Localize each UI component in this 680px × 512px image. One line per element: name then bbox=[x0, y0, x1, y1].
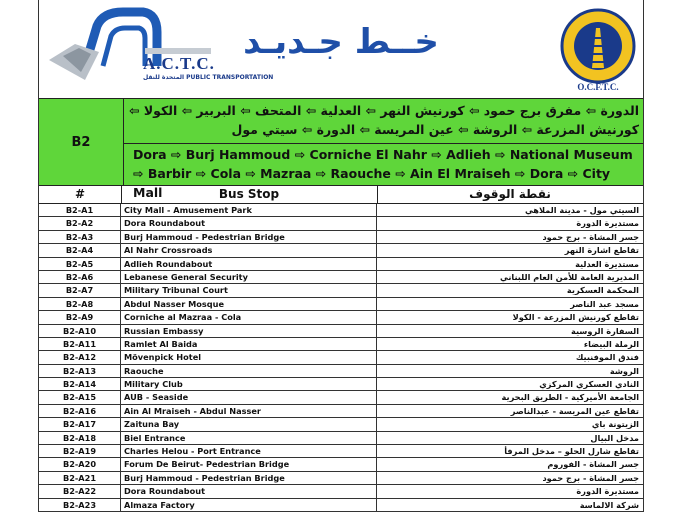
stop-name-en: Adlieh Roundabout bbox=[121, 258, 377, 270]
table-row bbox=[39, 499, 643, 512]
stop-table bbox=[39, 204, 643, 512]
actc-name: A.C.T.C. bbox=[143, 54, 215, 73]
stop-name-en: Burj Hammoud - Pedestrian Bridge bbox=[121, 231, 377, 243]
stop-id: B2-A5 bbox=[39, 258, 121, 270]
table-row bbox=[39, 458, 643, 471]
stop-name-en: Military Club bbox=[121, 378, 377, 390]
stop-id: B2-A23 bbox=[39, 499, 121, 511]
stop-id: B2-A18 bbox=[39, 432, 121, 444]
stop-name-en: Raouche bbox=[121, 365, 377, 377]
stop-id: B2-A10 bbox=[39, 325, 121, 337]
table-row bbox=[39, 445, 643, 458]
table-row bbox=[39, 298, 643, 311]
stop-name-ar: مدخل البيال bbox=[590, 432, 639, 443]
stop-name-ar: المحكمة العسكرية bbox=[566, 285, 639, 296]
stop-name-ar: الزيتونة باي bbox=[591, 419, 639, 430]
stop-name-ar: السيتي مول - مدينة الملاهي bbox=[524, 205, 639, 215]
table-row bbox=[39, 432, 643, 445]
table-row bbox=[39, 284, 643, 297]
actc-subtitle: المتحدة للنقل PUBLIC TRANSPORTATION bbox=[143, 74, 274, 81]
stop-name-ar: السفارة الروسية bbox=[571, 325, 639, 336]
stop-name-ar: مسجد عبد الناصر bbox=[570, 298, 639, 309]
stop-name-ar: المديرية العامة للأمن العام اللبناني bbox=[500, 271, 639, 282]
stop-id: B2-A9 bbox=[39, 311, 121, 323]
stop-name-en: Corniche al Mazraa - Cola bbox=[121, 311, 377, 323]
stop-name-ar: تقاطع كورنيش المزرعة - الكولا bbox=[512, 312, 639, 323]
stop-id: B2-A19 bbox=[39, 445, 121, 457]
stop-name-ar: فندق الموفنبيك bbox=[575, 352, 639, 363]
table-row bbox=[39, 258, 643, 271]
stop-id: B2-A12 bbox=[39, 351, 121, 363]
stop-name-ar: مستديرة العدلية bbox=[575, 258, 639, 269]
column-header-arabic: نقطة الوقوف bbox=[469, 187, 551, 201]
table-row bbox=[39, 325, 643, 338]
table-header bbox=[39, 186, 643, 204]
stop-id: B2-A4 bbox=[39, 244, 121, 256]
stop-id: B2-A17 bbox=[39, 418, 121, 430]
stop-name-ar: تقاطع اشارة النهر bbox=[564, 245, 639, 256]
table-row bbox=[39, 405, 643, 418]
stop-id: B2-A14 bbox=[39, 378, 121, 390]
stop-id: B2-A13 bbox=[39, 365, 121, 377]
stop-id: B2-A8 bbox=[39, 298, 121, 310]
stop-name-ar: مستديرة الدورة bbox=[576, 486, 639, 497]
stop-id: B2-A20 bbox=[39, 458, 121, 470]
stop-name-ar: شركة الالماسة bbox=[579, 499, 639, 510]
stop-id: B2-A15 bbox=[39, 391, 121, 403]
stop-name-ar: جسر المشاة - برج حمود bbox=[542, 231, 639, 242]
table-row bbox=[39, 351, 643, 364]
route-divider bbox=[123, 143, 643, 144]
table-row bbox=[39, 231, 643, 244]
stop-id: B2-A2 bbox=[39, 217, 121, 229]
stop-name-ar: مستديرة الدورة bbox=[576, 218, 639, 229]
stop-id: B2-A6 bbox=[39, 271, 121, 283]
stop-name-ar: الروشة bbox=[609, 365, 639, 376]
stop-id: B2-A3 bbox=[39, 231, 121, 243]
table-row bbox=[39, 271, 643, 284]
stop-name-en: Russian Embassy bbox=[121, 325, 377, 337]
stop-name-en: Ain Al Mraiseh - Abdul Nasser bbox=[121, 405, 377, 417]
stop-name-ar: تقاطع شارل الحلو – مدخل المرفأ bbox=[504, 446, 639, 457]
stop-id: B2-A7 bbox=[39, 284, 121, 296]
stop-name-en: Dora Roundabout bbox=[121, 217, 377, 229]
stop-name-ar: تقاطع عين المريسة - عبدالناصر bbox=[510, 405, 639, 416]
stop-id: B2-A16 bbox=[39, 405, 121, 417]
header bbox=[39, 0, 643, 98]
stop-name-en: Military Tribunal Court bbox=[121, 284, 377, 296]
stop-name-en: Biel Entrance bbox=[121, 432, 377, 444]
timetable-sheet bbox=[38, 0, 644, 512]
stop-name-en: Lebanese General Security bbox=[121, 271, 377, 283]
stop-name-en: Ramlet Al Baida bbox=[121, 338, 377, 350]
stop-name-en: Zaituna Bay bbox=[121, 418, 377, 430]
stop-id: B2-A1 bbox=[39, 204, 121, 216]
table-row bbox=[39, 391, 643, 404]
table-row bbox=[39, 472, 643, 485]
stop-name-ar: الجامعة الأميركية - الطريق البحرية bbox=[501, 392, 639, 403]
stop-name-ar: النادي العسكري المركزي bbox=[539, 379, 639, 390]
route-english: Dora ⇨ Burj Hammoud ⇨ Corniche El Nahr ⇨ Adlieh ⇨ National Museum ⇨ Barbir ⇨ Cola ⇨ Mazraa ⇨ Raouche ⇨ Ain El Mraiseh ⇨ Dora ⇨ City Mall bbox=[133, 147, 633, 200]
table-row bbox=[39, 485, 643, 498]
svg-text:O.C.F.T.C.: O.C.F.T.C. bbox=[577, 82, 619, 92]
table-row bbox=[39, 244, 643, 257]
table-row bbox=[39, 204, 643, 217]
route-id: B2 bbox=[39, 99, 124, 185]
stop-name-en: Mövenpick Hotel bbox=[121, 351, 377, 363]
table-row bbox=[39, 378, 643, 391]
stop-name-en: Forum De Beirut- Pedestrian Bridge bbox=[121, 458, 377, 470]
column-header-number: # bbox=[39, 186, 122, 203]
route-arabic: الدورة ⇦ مفرق برج حمود ⇦ كورنيش النهر ⇦ العدلية ⇦ المتحف ⇦ البربير ⇦ الكولا ⇦ كورنيش المزرعة ⇦ الروشة ⇦ عين المريسة ⇦ الدورة ⇦ سيتي مول bbox=[129, 103, 639, 137]
page-title: خــط جـديـد bbox=[243, 22, 439, 62]
stop-name-en: City Mall - Amusement Park bbox=[121, 204, 377, 216]
stop-name-en: Dora Roundabout bbox=[121, 485, 377, 497]
table-row bbox=[39, 311, 643, 324]
stop-name-en: Al Nahr Crossroads bbox=[121, 244, 377, 256]
stop-name-en: Charles Helou - Port Entrance bbox=[121, 445, 377, 457]
stop-id: B2-A21 bbox=[39, 472, 121, 484]
stop-name-en: Almaza Factory bbox=[121, 499, 377, 511]
stop-name-ar: جسر المشاة - الفوروم bbox=[547, 459, 639, 470]
stop-name-ar: الرملة البيضاء bbox=[583, 338, 639, 349]
table-row bbox=[39, 338, 643, 351]
table-row bbox=[39, 418, 643, 431]
ocftc-logo bbox=[559, 6, 637, 92]
stop-name-ar: جسر المشاة - برج حمود bbox=[542, 472, 639, 483]
table-row bbox=[39, 365, 643, 378]
stop-name-en: Abdul Nasser Mosque bbox=[121, 298, 377, 310]
table-row bbox=[39, 217, 643, 230]
stop-name-en: Burj Hammoud - Pedestrian Bridge bbox=[121, 472, 377, 484]
stop-name-en: AUB - Seaside bbox=[121, 391, 377, 403]
stop-id: B2-A22 bbox=[39, 485, 121, 497]
column-header-bus-stop: Bus Stop bbox=[121, 186, 378, 203]
stop-id: B2-A11 bbox=[39, 338, 121, 350]
